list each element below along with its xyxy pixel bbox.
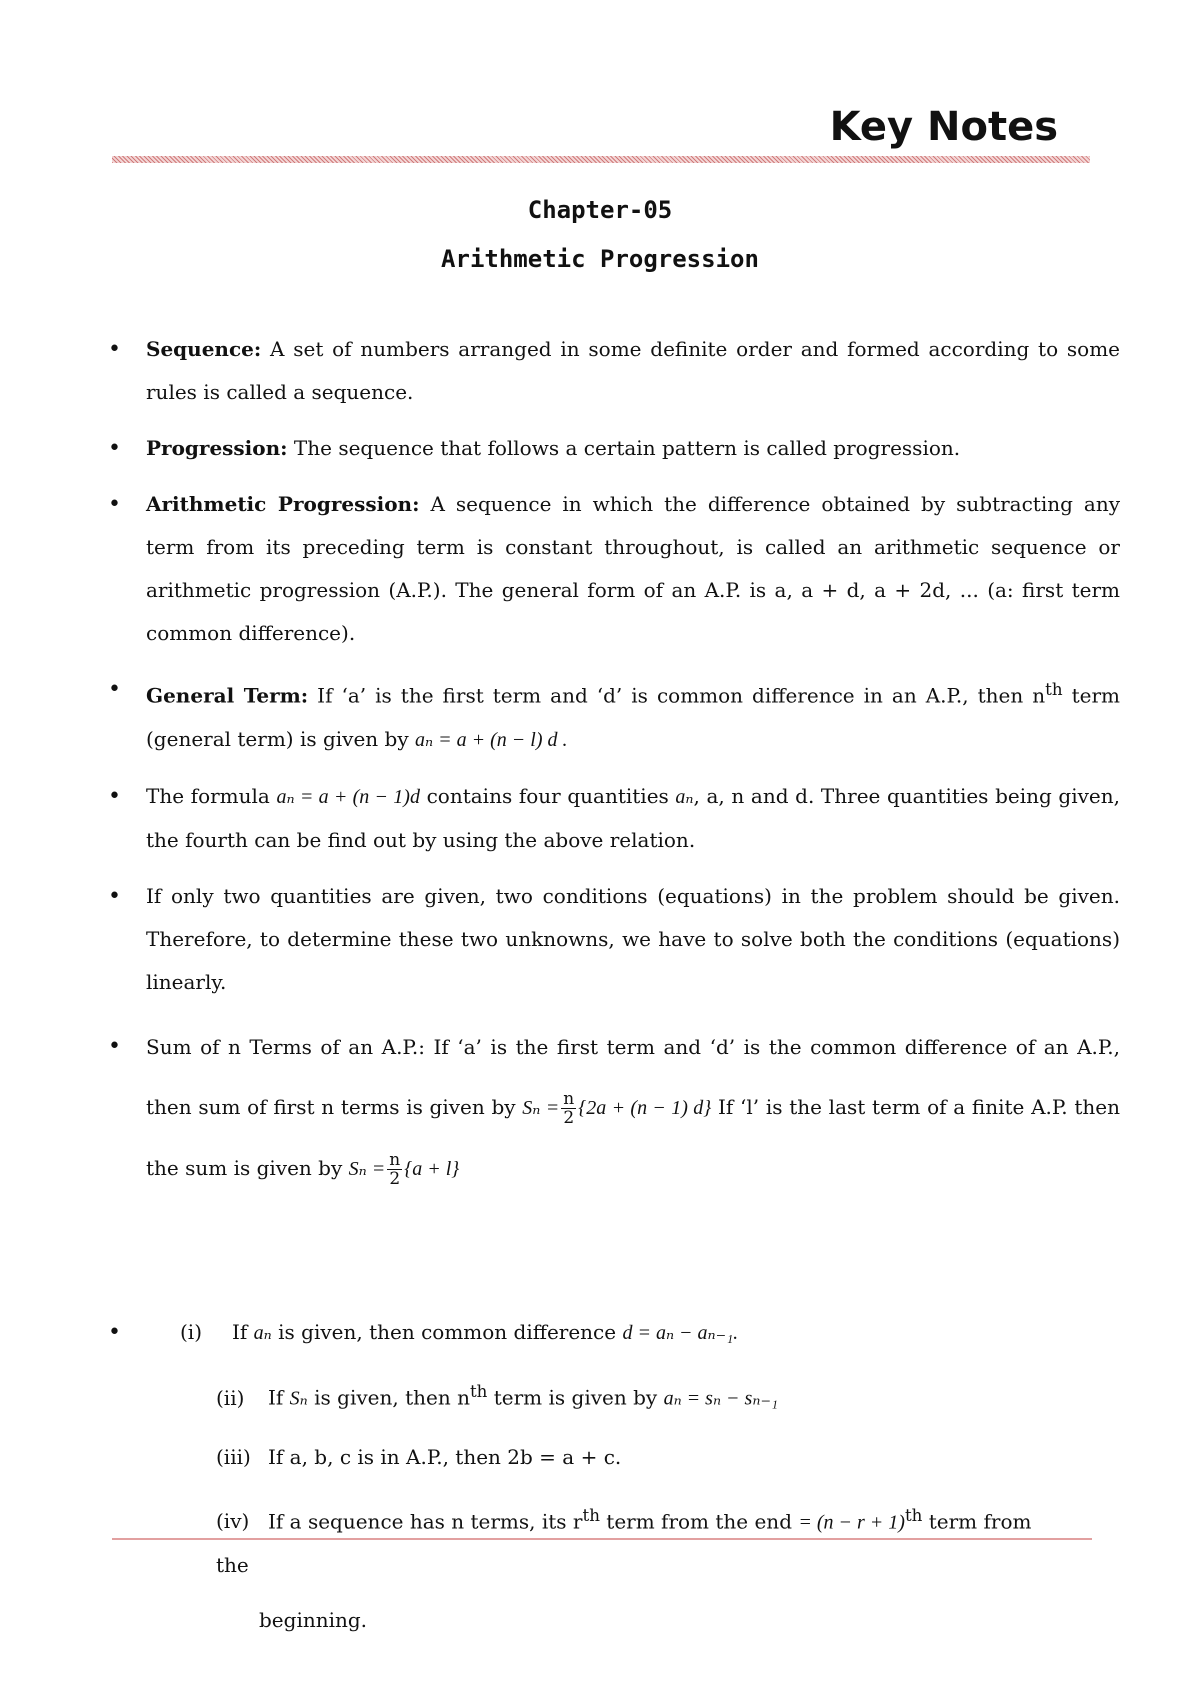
key-notes-list (108, 328, 1120, 1212)
result-text: is given, then n (307, 1385, 470, 1410)
result-text: If a sequence has n terms, its r (268, 1509, 583, 1534)
nth-term-from-sum-formula: aₙ = sₙ − sₙ₋₁ (663, 1387, 778, 1410)
result-text: term from the (216, 1509, 1032, 1578)
note-general-term (108, 668, 1120, 762)
sn-symbol: Sₙ (289, 1387, 308, 1410)
result-item (108, 1311, 1060, 1355)
sum-last-term-lhs: Sₙ = (348, 1157, 386, 1180)
result-item (180, 1494, 1060, 1643)
result-text: term from the end (599, 1509, 799, 1534)
an-symbol: aₙ (253, 1322, 272, 1344)
note-term: Arithmetic Progression: (146, 492, 420, 516)
result-item (180, 1370, 1060, 1421)
sum-last-term-fraction (387, 1151, 402, 1188)
general-term-formula: aₙ = a + (n − l) d . (415, 728, 568, 751)
chapter-title: Arithmetic Progression (441, 245, 759, 273)
note-two-quantities (108, 875, 1120, 1004)
note-text: A sequence in which the difference obtained by subtracting any term from its preceding term is constant throughout, is called an arithmetic sequence or arithmetic progression (A.P.). The general form of an A.P. is a, a + d, a + 2d, ... (a: first term common difference). (146, 492, 1120, 645)
result-text: term is given by (487, 1385, 664, 1410)
result-text: If a, b, c is in A.P., then 2b = a + c. (268, 1444, 622, 1469)
page-header (112, 98, 1090, 164)
superscript: th (582, 1505, 600, 1525)
note-text: If only two quantities are given, two conditions (equations) in the problem should be given. Therefore, to determine these two unknowns, we have to solve both the conditions (equations) linearly. (146, 883, 1120, 994)
sum-formula-lhs: Sₙ = (522, 1096, 560, 1119)
page-header-title: Key Notes (829, 104, 1058, 150)
sum-fraction (561, 1090, 576, 1127)
footer-divider (112, 1538, 1092, 1540)
superscript: th (469, 1382, 488, 1401)
bullet: • (108, 1320, 121, 1345)
sum-last-term-rhs: {a + l} (404, 1157, 460, 1180)
note-progression (108, 427, 1120, 470)
note-sum-of-n-terms (108, 1017, 1120, 1199)
fraction-denominator: 2 (563, 1107, 575, 1128)
superscript: th (904, 1505, 923, 1525)
result-text: If (268, 1385, 290, 1410)
chapter-number: Chapter-05 (527, 196, 673, 224)
header-divider (112, 156, 1090, 163)
sum-formula-rhs: {2a + (n − 1) d} (578, 1096, 712, 1119)
note-text: The sequence that follows a certain pattern is called progression. (287, 436, 961, 460)
note-text: The formula (146, 783, 277, 808)
note-formula-quantities (108, 775, 1120, 862)
result-label: (iii) (216, 1444, 251, 1469)
result-item (180, 1436, 1060, 1479)
note-text: A set of numbers arranged in some definite order and formed according to some rules is called a sequence. (146, 337, 1120, 404)
superscript: th (1045, 680, 1063, 699)
fraction-numerator: n (563, 1088, 575, 1109)
fraction-denominator: 2 (389, 1168, 401, 1189)
note-text: If ‘l’ is the last term of a finite A.P. then the sum is given by (146, 1094, 1121, 1180)
common-difference-formula: d = aₙ − aₙ₋₁. (622, 1322, 739, 1344)
result-label: (iv) (216, 1509, 250, 1534)
note-arithmetic-progression (108, 483, 1120, 655)
note-text: Sum of n Terms of an A.P.: If ‘a’ is the first term and ‘d’ is the common difference of an A.P., then sum of first n terms is given by (146, 1034, 1120, 1119)
result-label: (i) (180, 1320, 203, 1344)
note-sequence (108, 328, 1120, 414)
note-term: Progression: (146, 436, 288, 460)
note-term: Sequence: (146, 337, 262, 361)
term-from-end-formula: = (n − r + 1) (798, 1511, 905, 1534)
fraction-numerator: n (389, 1149, 401, 1170)
result-text: is given, then common difference (271, 1320, 623, 1344)
result-text: If (232, 1320, 254, 1344)
result-label: (ii) (216, 1385, 245, 1410)
note-term: General Term: (146, 683, 309, 708)
an-symbol: aₙ (675, 785, 694, 808)
note-text: term (general term) is given by (146, 683, 1120, 751)
note-text: If ‘a’ is the first term and ‘d’ is common difference in an A.P., then n (308, 683, 1046, 708)
result-continuation: beginning. (259, 1608, 368, 1633)
formula-results-list (108, 1311, 1060, 1657)
note-text: contains four quantities (419, 783, 676, 808)
nth-term-formula: aₙ = a + (n − 1)d (276, 785, 420, 808)
note-text: , a, n and d. Three quantities being given, the fourth can be find out by using the above relation. (146, 783, 1120, 852)
